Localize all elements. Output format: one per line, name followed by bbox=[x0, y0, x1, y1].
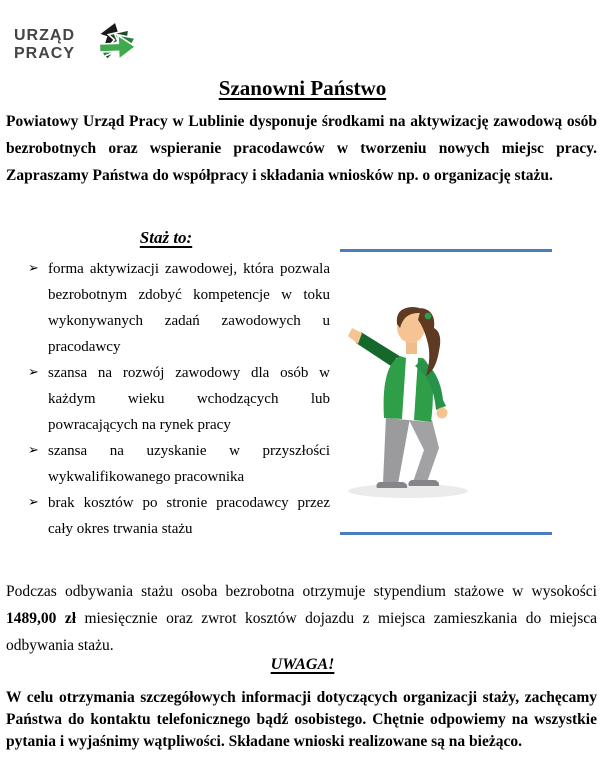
arrow-bullet-icon: ➢ bbox=[28, 261, 39, 276]
logo-line1: URZĄD bbox=[14, 27, 75, 44]
staz-list-item-text: szansa na rozwój zawodowy dla osób w każdym wieku wchodzących lub powracających na rynek pracy bbox=[48, 365, 330, 433]
arrow-bullet-icon: ➢ bbox=[28, 443, 39, 458]
arrows-logo-icon bbox=[80, 10, 144, 68]
logo-line2: PRACY bbox=[14, 45, 76, 62]
staz-list-item bbox=[6, 360, 330, 438]
staz-list-item bbox=[6, 490, 330, 542]
staz-list-item-text: brak kosztów po stronie pracodawcy przez cały okres trwania stażu bbox=[48, 495, 330, 537]
stipend-text-before: Podczas odbywania stażu osoba bezrobotna otrzymuje stypendium stażowe w wysokości bbox=[6, 583, 597, 600]
figure-shadow bbox=[348, 484, 468, 498]
illustration-frame bbox=[340, 249, 552, 535]
staz-list-item-text: forma aktywizacji zawodowej, która pozwala bezrobotnym zdobyć kompetencje w toku wykonywanych zadań zawodowych u pracodawcy bbox=[48, 261, 330, 355]
woman-pointing-illustration bbox=[342, 266, 548, 518]
stipend-paragraph bbox=[6, 578, 597, 659]
arrow-bullet-icon: ➢ bbox=[28, 365, 39, 380]
arrow-bullet-icon: ➢ bbox=[28, 495, 39, 510]
intro-paragraph: Powiatowy Urząd Pracy w Lublinie dysponuje środkami na aktywizację zawodową osób bezrobotnych oraz wspieranie pracodawców w tworzeniu nowych miejsc pracy. Zapraszamy Państwa do współpracy i składania wniosków np. o organizację stażu. bbox=[6, 113, 597, 184]
stipend-text-after: miesięcznie oraz zwrot kosztów dojazdu z miejsca zamieszkania do miejsca odbywania stażu. bbox=[6, 610, 598, 654]
page-title: Szanowni Państwo bbox=[218, 76, 387, 100]
staz-heading: Staż to: bbox=[139, 228, 193, 247]
notice-paragraph: W celu otrzymania szczegółowych informacji dotyczących organizacji staży, zachęcamy Państwa do kontaktu telefonicznego bądź osobistego. Chętnie odpowiemy na wszystkie pytania i wyjaśnimy wątpliwości. Składane wnioski realizowane są na bieżąco. bbox=[6, 689, 597, 750]
stipend-amount: 1489,00 zł bbox=[6, 610, 77, 627]
urzad-pracy-logo bbox=[14, 10, 144, 68]
uwaga-heading: UWAGA! bbox=[270, 656, 335, 673]
staz-list-item bbox=[6, 256, 330, 360]
staz-list-item-text: szansa na uzyskanie w przyszłości wykwalifikowanego pracownika bbox=[48, 443, 330, 485]
staz-list-item bbox=[6, 438, 330, 490]
logo-text bbox=[14, 27, 75, 68]
staz-bullet-list bbox=[6, 256, 330, 542]
